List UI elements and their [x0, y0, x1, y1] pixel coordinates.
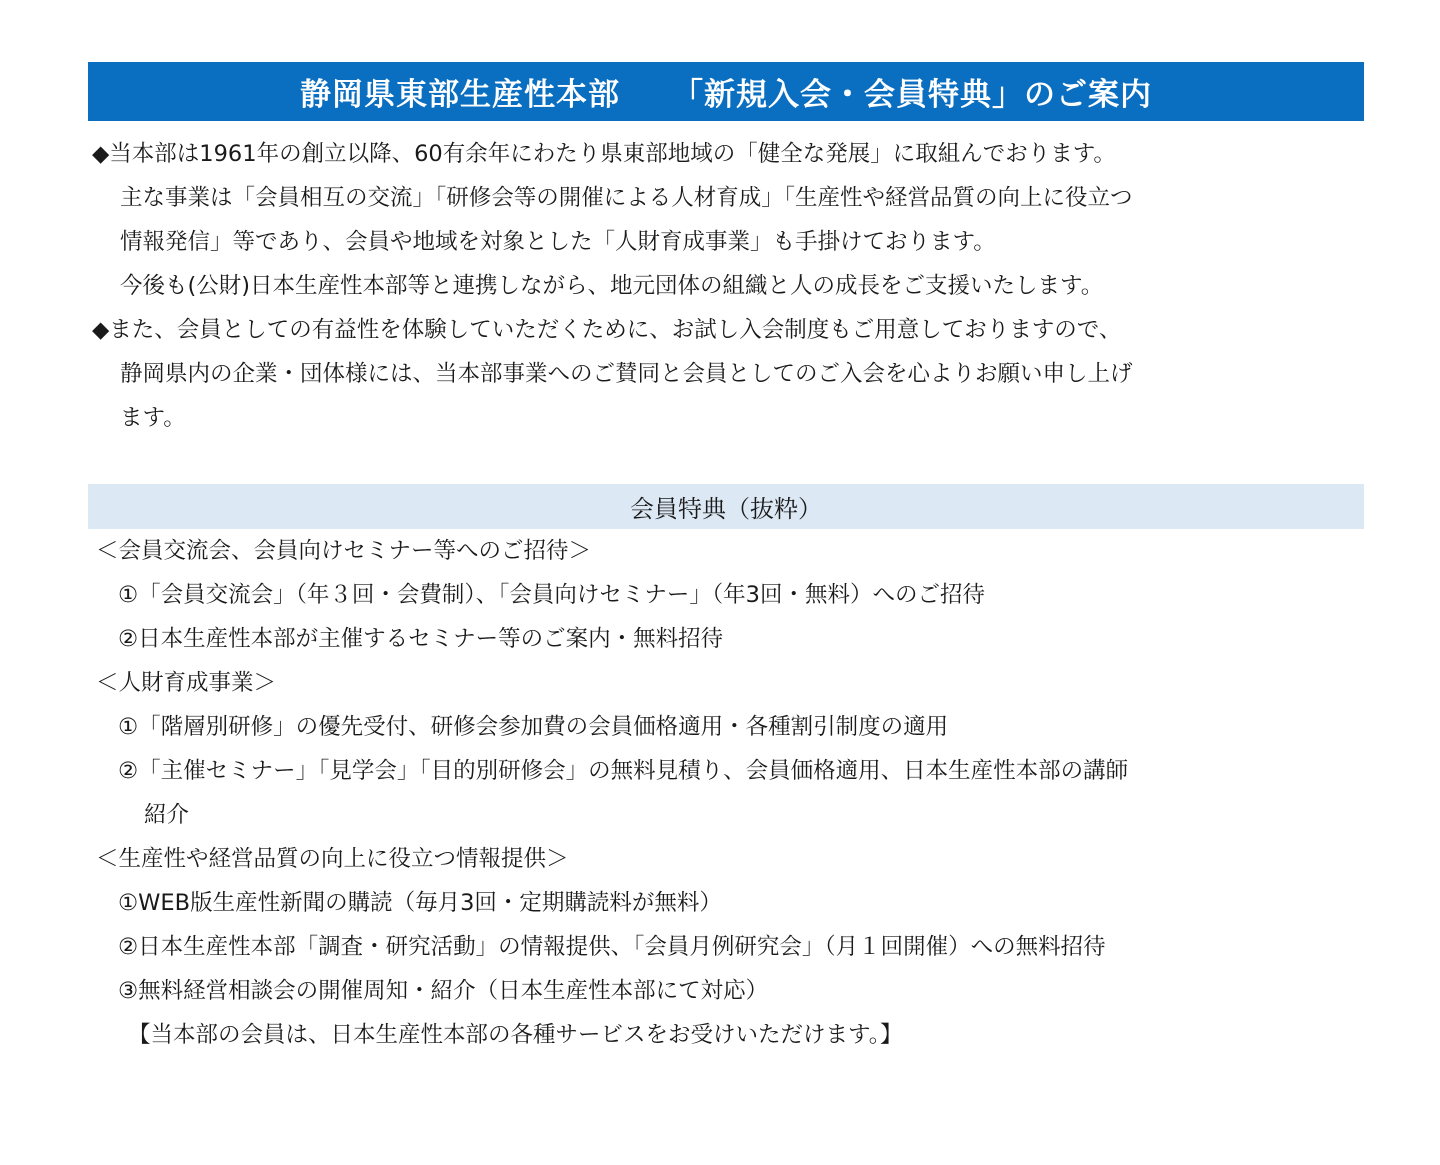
- benefits-heading-text: 会員特典（抜粋）: [630, 495, 822, 523]
- intro-line-2: 主な事業は「会員相互の交流」「研修会等の開催による人材育成」「生産性や経営品質の向上に役立つ: [120, 185, 1133, 211]
- title-subject: 「新規入会・会員特典」のご案内: [672, 77, 1152, 113]
- intro-line-3: 情報発信」等であり、会員や地域を対象とした「人財育成事業」も手掛けております。: [120, 229, 996, 255]
- benefit-category-2: ＜人財育成事業＞: [96, 670, 277, 696]
- benefit-item-1-1: ①「会員交流会」（年３回・会費制）、「会員向けセミナー」（年3回・無料）へのご招待: [118, 582, 985, 608]
- benefit-category-3: ＜生産性や経営品質の向上に役立つ情報提供＞: [96, 846, 569, 872]
- intro-line-4: 今後も(公財)日本生産性本部等と連携しながら、地元団体の組織と人の成長をご支援いたします。: [120, 273, 1104, 299]
- benefit-item-3-3: ③無料経営相談会の開催周知・紹介（日本生産性本部にて対応）: [118, 978, 769, 1004]
- intro-line-7: ます。: [120, 405, 186, 431]
- page-title-banner: [88, 62, 1364, 121]
- benefits-heading: [88, 484, 1364, 529]
- benefit-item-2-1: ①「階層別研修」の優先受付、研修会参加費の会員価格適用・各種割引制度の適用: [118, 714, 949, 740]
- intro-line-5: ◆また、会員としての有益性を体験していただくために、お試し入会制度もご用意しておりますので、: [92, 317, 1122, 343]
- benefit-item-2-2: ②「主催セミナー」「見学会」「目的別研修会」の無料見積り、会員価格適用、日本生産性本部の講師: [118, 758, 1129, 784]
- title-org: 静岡県東部生産性本部: [300, 77, 620, 113]
- benefit-item-2-2-cont: 紹介: [144, 802, 190, 828]
- intro-line-6: 静岡県内の企業・団体様には、当本部事業へのご賛同と会員としてのご入会を心よりお願い申し上げ: [120, 361, 1133, 387]
- benefit-item-3-2: ②日本生産性本部「調査・研究活動」の情報提供、「会員月例研究会」（月１回開催）への無料招待: [118, 934, 1106, 960]
- benefit-note: 【当本部の会員は、日本生産性本部の各種サービスをお受けいただけます。】: [128, 1022, 903, 1048]
- benefit-category-1: ＜会員交流会、会員向けセミナー等へのご招待＞: [96, 538, 592, 564]
- benefit-item-1-2: ②日本生産性本部が主催するセミナー等のご案内・無料招待: [118, 626, 724, 652]
- benefit-item-3-1: ①WEB版生産性新聞の購読（毎月3回・定期購読料が無料）: [118, 890, 722, 916]
- intro-line-1: ◆当本部は1961年の創立以降、60有余年にわたり県東部地域の「健全な発展」に取組んでおります。: [92, 141, 1116, 167]
